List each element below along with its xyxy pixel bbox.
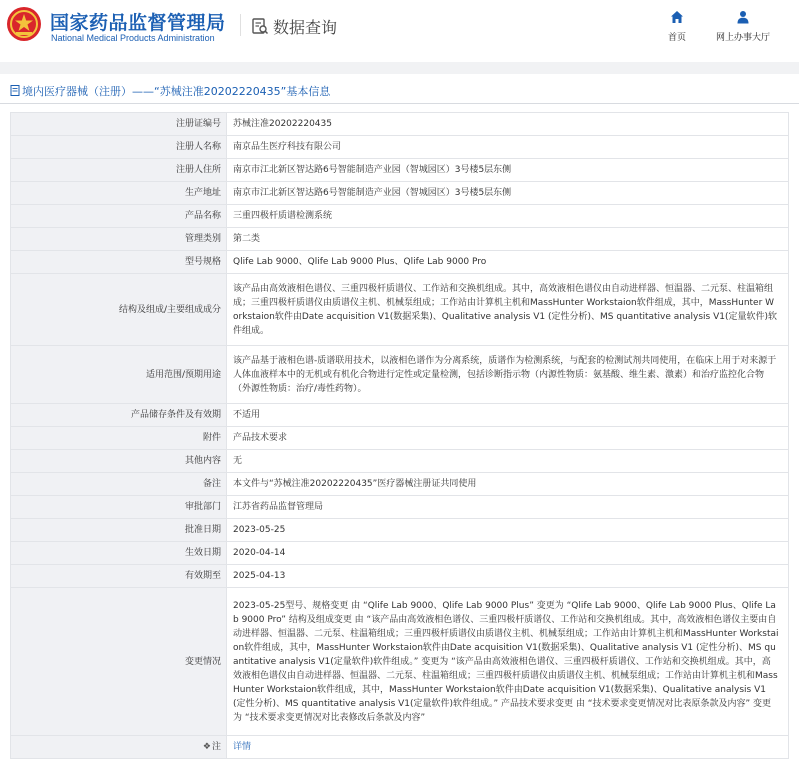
field-value: 2023-05-25型号、规格变更 由 “Qlife Lab 9000、Qlife Lab 9000 Plus” 变更为 “Qlife Lab 9000、Qlife Lab 9000 Plus、Qlife Lab 9000 Pro” 结构及组成变更 由 “该产品由高效液相色谱仪、三重四极杆质谱仪、工作站和交换机组成。其中，高效液相色谱仪主要由自动进样器、恒温器、二元泵、柱温箱组成；三重四极杆质谱仪由质谱仪主机、机械泵组成；工作站由计算机主机和MassHunter Workstaion软件组成，其中，MassHunter Workstaion软件由Date acquisition V1(数据采集)、Qualitative analysis V1 (定性分析)、MS quantitative analysis V1(定量软件)软件组成。” 变更为 “该产品由高效液相色谱仪、三重四极杆质谱仪、工作站和交换机组成。其中，高效液相色谱仪由自动进样器、恒温器、二元泵、柱温箱组成；三重四极杆质谱仪由质谱仪主机、机械泵组成；工作站由计算机主机和MassHunter Workstaion软件组成，其中，MassHunter Workstaion软件由Date acquisition V1(数据采集)、Qualitative analysis V1 (定性分析)、MS quantitative analysis V1(定量软件)软件组成。” 产品技术要求变更 由 “技术要求变更情况对比表原条款及内容” 变更为 “技术要求变更情况对比表修改后条款及内容” (227, 588, 789, 736)
table-row (11, 159, 789, 182)
breadcrumb-category[interactable]: 境内医疗器械（注册） (22, 85, 132, 98)
site-name-english: National Medical Products Administration (51, 33, 215, 43)
field-value: 本文件与“苏械注准20202220435”医疗器械注册证共同使用 (227, 473, 789, 496)
table-row (11, 565, 789, 588)
field-label: 注册人名称 (11, 136, 227, 159)
table-row (11, 346, 789, 404)
field-label: 附件 (11, 427, 227, 450)
table-row (11, 427, 789, 450)
field-value: 无 (227, 450, 789, 473)
nav-online-service-hall-label: 网上办事大厅 (715, 33, 770, 43)
table-row (11, 542, 789, 565)
table-row (11, 182, 789, 205)
header-divider (240, 14, 241, 36)
field-value: 苏械注准20202220435 (227, 113, 789, 136)
table-row (11, 205, 789, 228)
field-label: 其他内容 (11, 450, 227, 473)
data-query-label: 数据查询 (273, 17, 338, 37)
field-label: 变更情况 (11, 588, 227, 736)
data-query-title (251, 15, 337, 37)
table-row (11, 228, 789, 251)
field-label: 结构及组成/主要组成成分 (11, 274, 227, 346)
nav-online-service-hall[interactable] (712, 10, 774, 43)
field-label: 管理类别 (11, 228, 227, 251)
table-row (11, 519, 789, 542)
field-label (11, 736, 227, 759)
field-value: 南京市江北新区智达路6号智能制造产业园（智城园区）3号楼5层东侧 (227, 182, 789, 205)
field-label: 生产地址 (11, 182, 227, 205)
table-row (11, 473, 789, 496)
table-row (11, 450, 789, 473)
table-row (11, 251, 789, 274)
field-label: 批准日期 (11, 519, 227, 542)
breadcrumb-suffix: 基本信息 (286, 85, 331, 98)
nav-home[interactable] (661, 10, 693, 43)
field-label: 适用范围/预期用途 (11, 346, 227, 404)
field-value: 该产品基于液相色谱-质谱联用技术，以液相色谱作为分离系统，质谱作为检测系统，与配套的检测试剂共同使用，在临床上用于对来源于人体血液样本中的无机或有机化合物进行定性或定量检测，包括诊断指示物（内源性物质：氨基酸、维生素、激素）和治疗监控化合物（外源性物质：治疗/毒性药物）。 (227, 346, 789, 404)
table-row (11, 404, 789, 427)
document-icon (10, 85, 20, 96)
breadcrumb-separator: —— (132, 85, 154, 98)
field-label: 产品储存条件及有效期 (11, 404, 227, 427)
nav-home-label: 首页 (667, 33, 686, 43)
table-row (11, 136, 789, 159)
note-star-icon: ❖ (202, 742, 211, 752)
field-value (227, 736, 789, 759)
field-label: 备注 (11, 473, 227, 496)
table-row (11, 496, 789, 519)
site-header (0, 0, 799, 62)
national-emblem-icon (6, 6, 42, 42)
details-link[interactable]: 详情 (233, 742, 252, 752)
field-value: 2023-05-25 (227, 519, 789, 542)
field-value: 三重四极杆质谱检测系统 (227, 205, 789, 228)
field-value: 第二类 (227, 228, 789, 251)
note-label: 注 (211, 742, 221, 752)
table-row (11, 274, 789, 346)
breadcrumb-record: “苏械注准20202220435” (154, 85, 287, 98)
field-value: 产品技术要求 (227, 427, 789, 450)
field-value: Qlife Lab 9000、Qlife Lab 9000 Plus、Qlife Lab 9000 Pro (227, 251, 789, 274)
field-value: 江苏省药品监督管理局 (227, 496, 789, 519)
home-icon (670, 10, 684, 24)
field-value: 2025-04-13 (227, 565, 789, 588)
registration-detail-table (10, 112, 789, 759)
table-row (11, 736, 789, 759)
breadcrumb (10, 83, 330, 99)
field-label: 审批部门 (11, 496, 227, 519)
field-value: 2020-04-14 (227, 542, 789, 565)
field-value: 该产品由高效液相色谱仪、三重四极杆质谱仪、工作站和交换机组成。其中，高效液相色谱仪由自动进样器、恒温器、二元泵、柱温箱组成；三重四极杆质谱仪由质谱仪主机、机械泵组成；工作站由计算机主机和MassHunter Workstaion软件组成，其中，MassHunter Workstaion软件由Date acquisition V1(数据采集)、Qualitative analysis V1 (定性分析)、MS quantitative analysis V1(定量软件)软件组成。 (227, 274, 789, 346)
field-label: 注册人住所 (11, 159, 227, 182)
site-name: 国家药品监督管理局 (50, 12, 226, 34)
table-row (11, 588, 789, 736)
field-value: 南京品生医疗科技有限公司 (227, 136, 789, 159)
field-value: 南京市江北新区智达路6号智能制造产业园（智城园区）3号楼5层东侧 (227, 159, 789, 182)
field-label: 生效日期 (11, 542, 227, 565)
field-label: 产品名称 (11, 205, 227, 228)
table-row (11, 113, 789, 136)
field-label: 有效期至 (11, 565, 227, 588)
header-band (0, 62, 799, 74)
field-value: 不适用 (227, 404, 789, 427)
user-icon (736, 10, 750, 24)
breadcrumb-divider (0, 103, 799, 104)
field-label: 注册证编号 (11, 113, 227, 136)
field-label: 型号规格 (11, 251, 227, 274)
data-query-icon (251, 17, 269, 35)
